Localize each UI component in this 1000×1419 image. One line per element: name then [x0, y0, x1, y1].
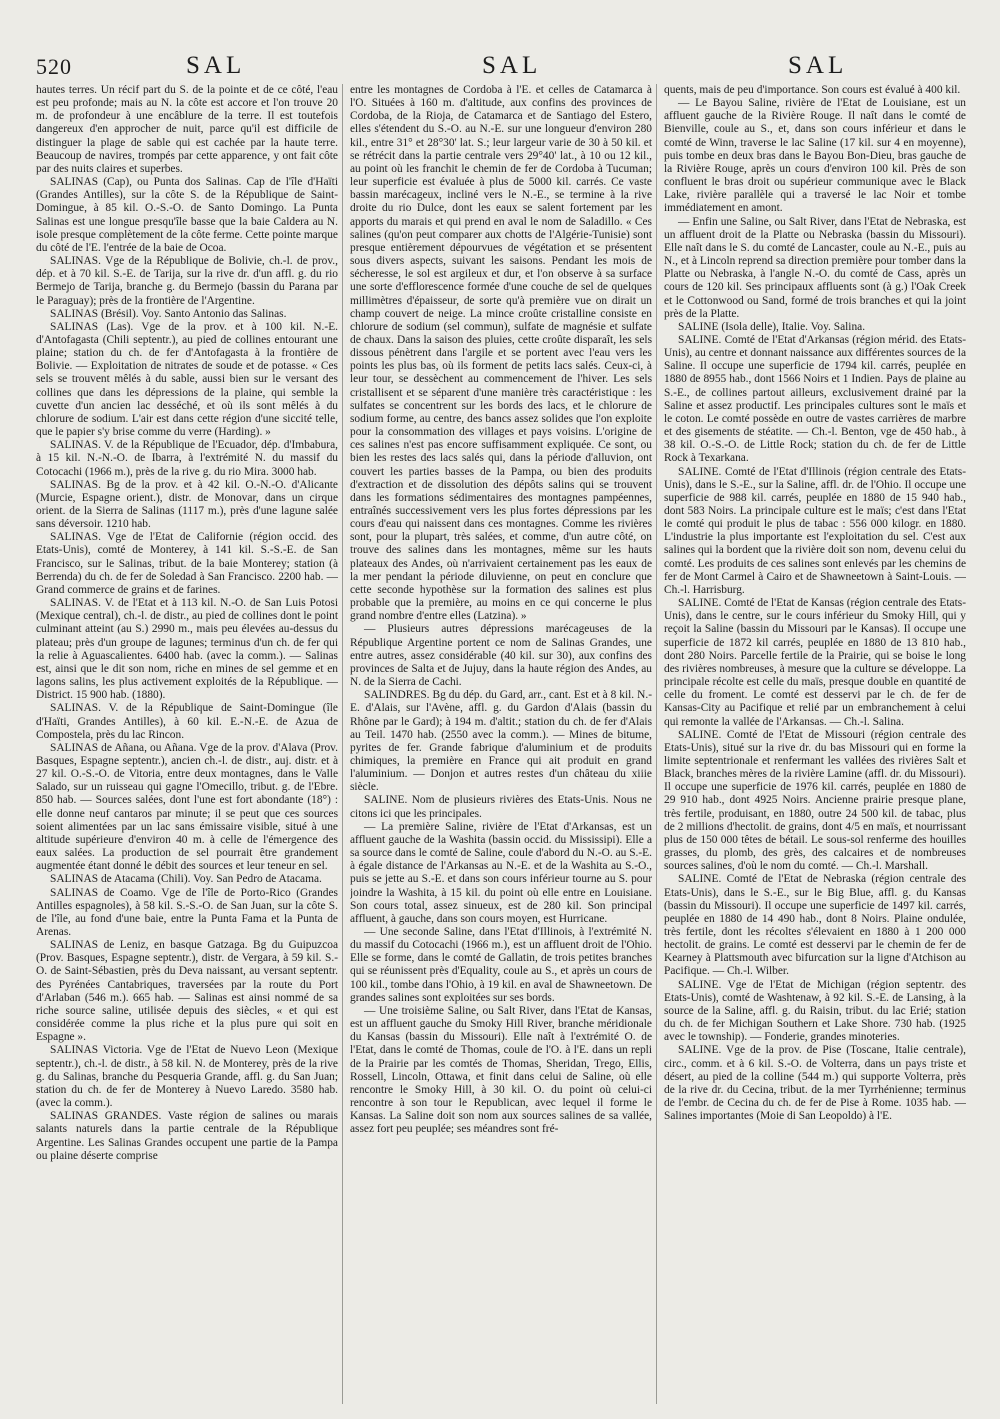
- dictionary-entry: SALINE. Comté de l'Etat d'Illinois (région centrale des Etats-Unis), dans le S.-E., sur la Saline, affl. dr. de l'Ohio. Il occupe une superficie de 988 kil. carrés, peuplée en 1880 de 15 940 hab., dont 583 Noirs. La principale culture est le maïs; c'est dans l'Etat le comté qui produit le plus de tabac : 556 000 kilogr. en 1880. L'industrie la plus importante est l'exploitation du sel. C'est aux salines qui la bordent que la rivière doit son nom, devenu celui du comté. Les produits de ces salines sont enlevés par les chemins de fer de Mont Carmel à Cairo et de Shawneetown à Saint-Louis. — Ch.-l. Harrisburg.: [664, 465, 966, 596]
- dictionary-entry: SALINAS GRANDES. Vaste région de salines ou marais salants naturels dans la partie centrale de la République Argentine. Les Salinas Grandes occupent une partie de la Pampa ou plaine déserte comprise: [36, 1110, 338, 1162]
- dictionary-entry: SALINAS. Vge de la République de Bolivie, ch.-l. de prov., dép. et à 70 kil. S.-E. de Tarija, sur la rive dr. d'un affl. g. du rio Bermejo de Tarija, branche g. du Bermejo (bassin du Parana par le Paraguay); près de la frontière de l'Argentine.: [36, 255, 338, 307]
- dictionary-entry: SALINE. Vge de l'Etat de Michigan (région septentr. des Etats-Unis), comté de Washtenaw, à 92 kil. S.-E. de Lansing, à la source de la Saline, affl. g. du Raisin, tribut. du lac Erié; station du ch. de fer Michigan Southern et Lake Shore. 730 hab. (1925 avec le township). — Fonderie, grandes minoteries.: [664, 978, 966, 1044]
- dictionary-entry: — Le Bayou Saline, rivière de l'Etat de Louisiane, est un affluent gauche de la Rivière Rouge. Il naît dans le comté de Bienville, coule au S., et, dans son cours inférieur et dans le comté de Winn, traverse le lac Saline (17 kil. sur 4 en moyenne), puis tombe en deux bras dans le Bayou Bon-Dieu, bras gauche de la Rivière Rouge, après un cours d'environ 100 kil. Près de son confluent le bras droit ou supérieur communique avec le Black Lake, rivière parallèle qui a traversé le lac Noir et tombe immédiatement en amont.: [664, 97, 966, 215]
- dictionary-entry: SALINAS. Vge de l'Etat de Californie (région occid. des Etats-Unis), comté de Monterey, à 141 kil. S.-S.-E. de San Francisco, sur le Salinas, tribut. de la baie Monterey; station (à Berrenda) du ch. de fer de Soledad à San Francisco. 2200 hab. — Grand commerce de grains et de farines.: [36, 531, 338, 596]
- dictionary-entry: SALINAS de Leniz, en basque Gatzaga. Bg du Guipuzcoa (Prov. Basques, Espagne septentr.), distr. de Vergara, à 59 kil. S.-O. de Saint-Sébastien, près du Deva naissant, au versant septentr. des Pyrénées Cantabriques, traversées par la route du Port d'Arlaban (546 m.). 665 hab. — Salinas est ainsi nommé de sa riche source saline, utilisée depuis des siècles, « et qui est considérée comme la plus riche et la plus pure qui soit en Espagne ».: [36, 939, 338, 1044]
- dictionary-entry: SALINDRES. Bg du dép. du Gard, arr., cant. Est et à 8 kil. N.-E. d'Alais, sur l'Avène, affl. g. du Gardon d'Alais (bassin du Rhône par le Gard); à 194 m. d'altit.; station du ch. de fer d'Alais au Teil. 1470 hab. (2550 avec la comm.). — Mines de bitume, pyrites de fer. Grande fabrique d'aluminium et de produits chimiques, la première en France qui ait produit en grand l'aluminium. — Donjon et autres restes d'un château du xiiie siècle.: [350, 689, 652, 794]
- column-3: [664, 84, 966, 1406]
- dictionary-entry: SALINAS Victoria. Vge de l'Etat de Nuevo Leon (Mexique septentr.), ch.-l. de distr., à 58 kil. N. de Monterey, près de la rive g. du Salinas, branche du Pesqueria Grande, affl. g. du San Juan; station du ch. de fer de Monterey à Nuevo Laredo. 3580 hab. (avec la comm.).: [36, 1044, 338, 1110]
- dictionary-entry: SALINAS. Bg de la prov. et à 42 kil. O.-N.-O. d'Alicante (Murcie, Espagne orient.), distr. de Monovar, dans un cirque orient. de la Sierra de Salinas (1117 m.), près d'une lagune salée sans déversoir. 1210 hab.: [36, 478, 338, 531]
- dictionary-entry: SALINAS. V. de la République de l'Ecuador, dép. d'Imbabura, à 15 kil. N.-N.-O. de Ibarra, à l'extrémité N. du massif du Cotocachi (1966 m.), près de la rive g. du rio Mira. 3000 hab.: [36, 439, 338, 478]
- dictionary-entry: SALINAS de Atacama (Chili). Voy. San Pedro de Atacama.: [50, 873, 322, 886]
- page-number: 520: [36, 54, 72, 79]
- dictionary-entry: SALINAS de Añana, ou Añana. Vge de la prov. d'Alava (Prov. Basques, Espagne septentr.), ancien ch.-l. de distr., auj. distr. et à 27 kil. O.-S.-O. de Vitoria, entre deux montagnes, dans le Valle Salado, sur un ruisseau qui gagne l'Omecillo, tribut. g. de l'Ebre. 850 hab. — Sources salées, dont l'une est fort abondante (18°) : elle donne neuf cantaros par minute; il se peut que ces sources soient alimentées par un lac sans émissaire visible, situé à une altitude supérieure d'environ 40 m. à celle de l'émergence des eaux salées. La production de sel pourrait être grandement augmentée étant donné le débit des sources et leur teneur en sel.: [36, 741, 338, 873]
- dictionary-entry: — Une seconde Saline, dans l'Etat d'Illinois, à l'extrémité N. du massif du Cotocachi (1966 m.), est un affluent droit de l'Ohio. Elle se forme, dans le comté de Gallatin, de trois petites branches qui se réunissent près d'Equality, coule au S., et après un cours de 100 kil., tombe dans l'Ohio, à 19 kil. en aval de Shawneetown. De grandes salines sont exploitées sur ses bords.: [350, 926, 652, 1004]
- dictionary-entry: entre les montagnes de Cordoba à l'E. et celles de Catamarca à l'O. Situées à 160 m. d'altitude, aux confins des provinces de Cordoba, de la Rioja, de Catamarca et de Santiago del Estero, elles s'étendent du S.-O. au N.-E. sur une longueur d'environ 280 kil., entre 31° et 28°30' lat. S.; leur largeur varie de 30 à 50 kil. et se rétrécit dans la partie centrale vers 29°40' lat., à 10 ou 12 kil., au point où les franchit le chemin de fer de Cordoba à Tucuman; leur superficie est évaluée à plus de 5000 kil. carrés. Ce vaste bassin marécageux, incliné vers le N.-E., se termine à la rive droite du rio Dulce, dont les eaux se salent fortement par les apports du marais et qui prend en aval le nom de Saladillo. « Ces salines (qu'on peut comparer aux chotts de l'Algérie-Tunisie) sont presque entièrement dépourvues de végétation et se présentent sous divers aspects, suivant les saisons. Pendant les mois de sécheresse, le sol est argileux et dur, et l'on observe à sa surface une sorte d'efflorescence formée d'une couche de sel de quelques millimètres d'épaisseur, de sorte qu'à première vue on dirait un champ couvert de neige. La mince croûte cristalline consiste en chlorure de sodium (sel commun), sulfate de magnésie et sulfate de chaux. Dans la saison des pluies, cette croûte disparaît, les sels dissous pénètrent dans l'argile et se portent avec l'eau vers les points les plus bas, où ils forment de petits lacs salés. Ceux-ci, à leur tour, se dessèchent au commencement de l'hiver. Les sels cristallisent et se séparent d'une manière très caractéristique : les sulfates se concentrent sur les bords des lacs, et le chlorure de sodium forme, au centre, des bancs assez solides que l'on exploite pour la consommation des villages et pays voisins. L'origine de ces salines n'est pas encore suffisamment expliquée. Ce sont, ou bien les restes des lacs salés qui, dans la période d'alluvion, ont couvert les parties basses de la Pampa, ou bien des produits d'extraction et de dissolution des dépôts salins qui se trouvent dans les formations sédimentaires des montagnes pampéennes, entraînés successivement vers les plus fortes dépressions par les cours d'eau qui naissent dans ces montagnes. Comme les rivières sont, pour la plupart, très salées, et comme, d'un autre côté, on trouve des salines dans les montagnes, même sur les hauts plateaux des Andes, où n'arrivaient certainement pas les eaux de la mer pendant la période diluvienne, on peut en conclure que cette seconde hypothèse sur la formation des salines est plus probable que la première, au moins en ce qui concerne le plus grand nombre d'entre elles (Latzina). »: [350, 84, 652, 623]
- running-head-right: SAL: [788, 52, 848, 79]
- dictionary-entry: quents, mais de peu d'importance. Son cours est évalué à 400 kil.: [664, 84, 961, 96]
- dictionary-entry: SALINAS (Cap), ou Punta dos Salinas. Cap de l'île d'Haïti (Grandes Antilles), sur la côte S. de la République de Saint-Domingue, à 85 kil. O.-S.-O. de Santo Domingo. La Punta Salinas est une longue presqu'île basse que la baie Caldera au N. isole presque complètement de la côte ferme. Cette pointe marque du côté de l'E. l'entrée de la baie de Ocoa.: [36, 176, 338, 254]
- text-columns: [36, 84, 966, 1406]
- dictionary-entry: SALINAS (Brésil). Voy. Santo Antonio das Salinas.: [50, 307, 287, 320]
- dictionary-entry: SALINAS (Las). Vge de la prov. et à 100 kil. N.-E. d'Antofagasta (Chili septentr.), au pied de collines entourant une plaine; station du ch. de fer d'Antofagasta à la frontière de Bolivie. — Exploitation de nitrates de soude et de potasse. « Ces sels se trouvent mêlés à du sable, aussi bien sur le versant des collines que dans les dépressions de la plaine, qui semble la cuvette d'un ancien lac desséché, et où ils sont mêlés à du chlorure de sodium. L'air est dans cette région d'une siccité telle, que le papier s'y brise comme du verre (Harding). »: [36, 320, 338, 439]
- dictionary-entry: SALINE. Comté de l'Etat de Nebraska (région centrale des Etats-Unis), dans le S.-E., sur le Big Blue, affl. g. du Kansas (bassin du Missouri). Il occupe une superficie de 1497 kil. carrés, peuplée en 1880 de 14 490 hab., dont 8 Noirs. Plaine ondulée, très fertile, dont les récoltes s'élevaient en 1880 à 1 200 000 hectolit. de grains. Le comté est desservi par le chemin de fer de Kearney à Plattsmouth avec bifurcation sur la ligne d'Atchison au Pacifique. — Ch.-l. Wilber.: [664, 873, 966, 978]
- dictionary-entry: SALINE. Vge de la prov. de Pise (Toscane, Italie centrale), circ., comm. et à 6 kil. S.-O. de Volterra, dans un pays triste et désert, au pied de la colline (544 m.) qui supporte Volterra, près de la rive dr. du Cecina, tribut. de la mer Tyrrhénienne; terminus de l'embr. de Cecina du ch. de fer de Pise à Rome. 1035 hab. — Salines importantes (Moie di San Leopoldo) à l'E.: [664, 1044, 966, 1123]
- dictionary-entry: SALINE (Isola delle), Italie. Voy. Salina.: [678, 320, 866, 333]
- dictionary-entry: SALINAS de Coamo. Vge de l'île de Porto-Rico (Grandes Antilles espagnoles), à 58 kil. S.-S.-O. de San Juan, sur la côte S. de l'île, au fond d'une baie, entre la Punta Fama et la Punta de Arenas.: [36, 886, 338, 938]
- dictionary-entry: — Enfin une Saline, ou Salt River, dans l'Etat de Nebraska, est un affluent droit de la Platte ou Nebraska (bassin du Missouri). Elle naît dans le S. du comté de Lancaster, coule au N.-E., puis au N., et à Lincoln reprend sa direction première pour tomber dans la Platte ou Nebraska, à l'angle N.-O. du comté de Cass, après un cours de 120 kil. Ses principaux affluents sont (à g.) l'Oak Creek et le Cottonwood ou Sand, formé de trois branches et qui la joint près de la Platte.: [664, 215, 966, 320]
- column-2: [350, 84, 652, 1406]
- dictionary-entry: — La première Saline, rivière de l'Etat d'Arkansas, est un affluent gauche de la Washita (bassin occid. du Mississipi). Elle a sa source dans le comté de Saline, coule d'abord du N.-O. au S.-E. à égale distance de l'Arkansas au N.-E. et de la Washita au S.-O., puis se jette au S.-E. et dans son cours inférieur tourne au S. pour joindre la Washita, à 15 kil. du point où elle entre en Louisiane. Son cours total, assez sinueux, est de 280 kil. Son principal affluent, à gauche, dans son cours moyen, est Hurricane.: [350, 820, 652, 925]
- dictionary-entry: — Plusieurs autres dépressions marécageuses de la République Argentine portent ce nom de Salinas Grandes, une entre autres, assez considérable (40 kil. sur 30), aux confins des provinces de Salta et de Jujuy, dans la haute région des Andes, au N. de la Sierra de Cachi.: [350, 623, 652, 689]
- page-header: [36, 48, 964, 88]
- dictionary-entry: SALINE. Nom de plusieurs rivières des Etats-Unis. Nous ne citons ici que les principales.: [350, 794, 652, 820]
- dictionary-entry: SALINE. Comté de l'Etat de Kansas (région centrale des Etats-Unis), dans le centre, sur le cours inférieur du Smoky Hill, qui y reçoit la Saline (bassin du Missouri par le Kansas). Il occupe une superficie de 1872 kil carrés, peuplée en 1880 de 13 810 hab., dont 280 Noirs. Parcelle fertile de la Prairie, qui se boise le long des rivières nombreuses, à mesure que la culture se développe. La principale récolte est celle du maïs, presque double en quantité de celle du froment. Le comté est desservi par le ch. de fer de Kansas-City au Pacifique et relié par un embranchement à celui qui remonte la vallée de l'Arkansas. — Ch.-l. Salina.: [664, 597, 966, 728]
- dictionary-entry: SALINE. Comté de l'Etat d'Arkansas (région mérid. des Etats-Unis), au centre et donnant naissance aux différentes sources de la Saline. Il occupe une superficie de 1794 kil. carrés, peuplée en 1880 de 8955 hab., dont 1566 Noirs et 1 Indien. Pays de plaine au S.-E., de collines partout ailleurs, exclusivement drainé par la Saline et assez productif. Les principales cultures sont le maïs et le coton. Le comté possède en outre de vastes carrières de marbre et des gisements de stéatite. — Ch.-l. Benton, vge de 450 hab., à 38 kil. O.-S.-O. de Little Rock; station du ch. de fer de Little Rock à Texarkana.: [664, 333, 966, 465]
- running-head-left: SAL: [186, 52, 246, 79]
- dictionary-entry: SALINAS. V. de l'Etat et à 113 kil. N.-O. de San Luis Potosi (Mexique central), ch.-l. de distr., au pied de collines dont le point culminant atteint (au S.) 2990 m., mais peu élevées au-dessus du plateau; près d'un groupe de lagunes; terminus d'un ch. de fer qui la relie à Aguascalientes. 6400 hab. (avec la comm.). — Salinas est, ainsi que le dit son nom, riche en mines de sel gemme et en lagons salins, les plus activement exploités de la République. — District. 15 900 hab. (1880).: [36, 597, 338, 702]
- column-1: [36, 84, 338, 1406]
- running-head-center: SAL: [482, 52, 542, 79]
- dictionary-entry: SALINE. Comté de l'Etat de Missouri (région centrale des Etats-Unis), situé sur la rive dr. du bas Missouri qui en forme la limite septentrionale et renfermant les vallées des rivières Salt et Black, branches mères de la rivière Lamine (affl. dr. du Missouri). Il occupe une superficie de 1976 kil. carrés, peuplée en 1880 de 29 910 hab., dont 4925 Noirs. Ancienne prairie presque plane, très fertile, produisant, en 1880, outre 24 500 kil. de tabac, plus de 2 millions d'hectolit. de grains, dont 4/5 en maïs, et nourrissant plus de 150 000 têtes de bétail. Le sous-sol renferme des houilles grasses, du plomb, des grès, des calcaires et de nombreuses sources salines, d'où le nom du comté. — Ch.-l. Marshall.: [664, 728, 966, 873]
- dictionary-entry: — Une troisième Saline, ou Salt River, dans l'Etat de Kansas, est un affluent gauche du Smoky Hill River, branche méridionale du Kansas (bassin du Missouri). Elle naît à l'extrémité O. de l'Etat, dans le comté de Thomas, coule de l'O. à l'E. dans un repli de la Prairie par les comtés de Thomas, Sheridan, Trego, Ellis, Rossell, Lincoln, Ottawa, et finit dans celui de Saline, où elle rencontre le Smoky Hill, à 30 kil. O. du point où celui-ci rencontre à son tour le Republican, avec lequel il forme le Kansas. La Saline doit son nom aux sources salines de sa vallée, assez fort peu peuplée; ses méandres sont fré-: [350, 1004, 652, 1136]
- dictionary-entry: hautes terres. Un récif part du S. de la pointe et de ce côté, l'eau est peu profonde; mais au N. la côte est accore et l'on trouve 20 m. de profondeur à une encâblure de la terre. Il est toutefois dangereux d'en approcher de nuit, parce qu'il est difficile de distinguer la plage de sable qui est cachée par la haute terre. Beaucoup de navires, trompés par cette apparence, y ont fait côte par des nuits claires et superbes.: [36, 84, 338, 175]
- dictionary-entry: SALINAS. V. de la République de Saint-Domingue (île d'Haïti, Grandes Antilles), à 60 kil. E.-N.-E. de Azua de Compostela, près du lac Rincon.: [36, 702, 338, 741]
